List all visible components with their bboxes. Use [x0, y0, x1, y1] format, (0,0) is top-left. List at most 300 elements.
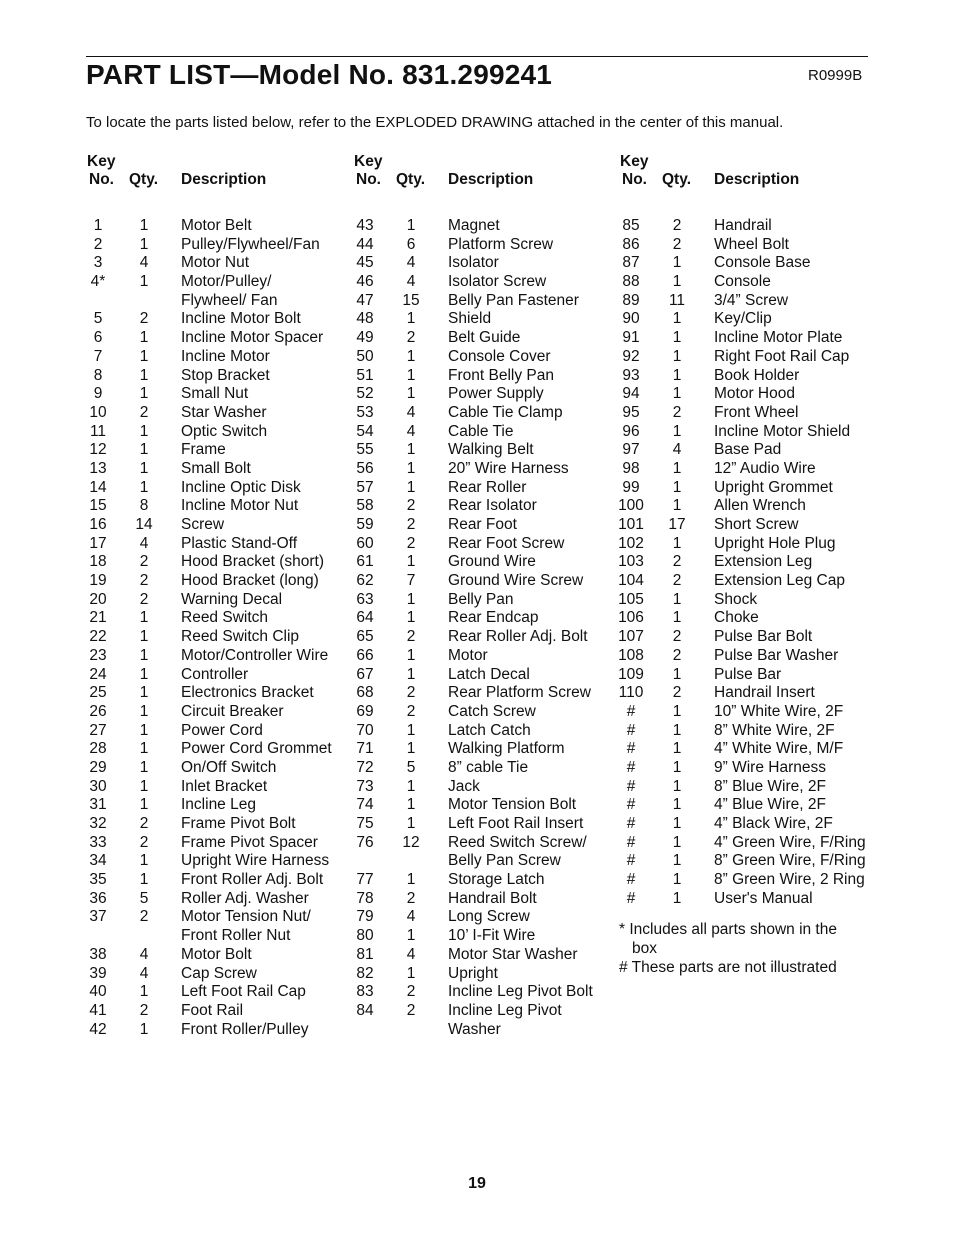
part-key-no: 107: [618, 628, 644, 646]
part-description: Handrail Bolt: [448, 889, 537, 907]
part-description: Motor Bolt: [181, 945, 252, 963]
part-description: 8” White Wire, 2F: [714, 721, 835, 739]
part-description: Catch Screw: [448, 702, 536, 720]
part-qty: 1: [672, 385, 682, 403]
part-key-no: 67: [356, 665, 374, 683]
page-title: PART LIST—Model No. 831.299241: [86, 59, 553, 90]
part-key-no: 37: [89, 908, 107, 926]
part-qty: 1: [139, 758, 149, 776]
part-key-no: 61: [356, 553, 374, 571]
part-key-no: 54: [356, 422, 374, 440]
part-key-no: 6: [93, 329, 103, 347]
part-key-no: 99: [622, 478, 640, 496]
part-key-no: 8: [93, 366, 103, 384]
part-description: Short Screw: [714, 516, 799, 533]
part-description: Incline Motor Nut: [181, 497, 299, 515]
part-description: Upright: [448, 964, 498, 982]
part-qty: 2: [406, 1001, 416, 1019]
part-key-no: 100: [618, 497, 644, 515]
part-qty: 2: [406, 684, 416, 702]
part-qty: 2: [406, 702, 416, 720]
part-description: 10” White Wire, 2F: [714, 702, 844, 720]
part-key-no: 15: [89, 497, 107, 515]
header-key-line1: Key: [354, 153, 383, 170]
part-description: Shock: [714, 590, 758, 608]
part-description: Incline Leg: [181, 796, 256, 814]
part-qty: 1: [139, 628, 149, 646]
part-qty: 1: [139, 422, 149, 440]
part-qty: 14: [135, 516, 153, 533]
part-qty: 4: [406, 273, 416, 291]
part-description: 3/4” Screw: [714, 291, 789, 309]
part-key-no: 32: [89, 815, 107, 832]
intro-text: To locate the parts listed below, refer to the EXPLODED DRAWING attached in the center of this manual.: [86, 114, 784, 131]
part-key-no: 42: [89, 1020, 107, 1038]
part-key-no: 62: [356, 572, 374, 590]
part-qty: 1: [672, 422, 682, 440]
part-description: Isolator Screw: [448, 273, 547, 291]
part-description: Motor Belt: [181, 217, 252, 234]
part-description: Ground Wire: [448, 553, 536, 571]
part-description: Key/Clip: [714, 310, 772, 328]
part-description: Incline Motor Plate: [714, 329, 843, 347]
part-key-no: 90: [622, 310, 640, 328]
part-key-no: 4*: [90, 273, 106, 291]
part-key-no: 5: [93, 310, 103, 328]
part-description: Circuit Breaker: [181, 702, 284, 720]
part-description: Warning Decal: [181, 590, 283, 608]
part-key-no: 50: [356, 347, 374, 365]
part-qty: 2: [406, 329, 416, 347]
part-qty: 1: [139, 702, 149, 720]
part-description: Left Foot Rail Insert: [448, 815, 584, 832]
part-qty: 2: [672, 684, 682, 702]
part-description: Incline Motor Bolt: [181, 310, 301, 328]
part-key-no: 94: [622, 385, 640, 403]
part-key-no: 56: [356, 459, 374, 477]
part-key-no: 80: [356, 927, 374, 945]
part-key-no: 51: [356, 366, 374, 384]
part-key-no: 25: [89, 684, 107, 702]
part-qty: 2: [406, 534, 416, 552]
part-qty: 1: [672, 815, 682, 832]
part-key-no: #: [626, 852, 636, 870]
part-key-no: 22: [89, 628, 107, 646]
part-qty: 4: [139, 534, 149, 552]
part-description: Flywheel/ Fan: [181, 291, 278, 309]
part-description: Hood Bracket (long): [181, 572, 319, 590]
part-key-no: 36: [89, 889, 107, 907]
part-qty: 1: [406, 927, 416, 945]
part-key-no: 83: [356, 983, 374, 1001]
part-description: Belly Pan Fastener: [448, 291, 579, 309]
part-qty: 1: [406, 871, 416, 889]
part-description: 20” Wire Harness: [448, 459, 569, 477]
header-key-line1: Key: [620, 153, 649, 170]
part-description: Screw: [181, 516, 225, 533]
part-key-no: 91: [622, 329, 640, 347]
part-description: Motor Tension Bolt: [448, 796, 577, 814]
part-description: Extension Leg Cap: [714, 572, 845, 590]
part-qty: 1: [139, 721, 149, 739]
part-description: Cap Screw: [181, 964, 257, 982]
part-qty: 15: [402, 291, 420, 309]
part-key-no: 43: [356, 217, 374, 234]
part-qty: 1: [406, 590, 416, 608]
header-qty: Qty.: [129, 171, 158, 188]
hash-note: # These parts are not illustrated: [619, 959, 837, 976]
part-key-no: 93: [622, 366, 640, 384]
part-description: Base Pad: [714, 441, 782, 459]
part-description: Incline Motor Spacer: [181, 329, 324, 347]
part-qty: 1: [406, 740, 416, 758]
part-key-no: 1: [93, 217, 103, 234]
part-qty: 2: [406, 628, 416, 646]
part-description: Reed Switch: [181, 609, 269, 627]
part-description: Rear Platform Screw: [448, 684, 591, 702]
part-description: Handrail Insert: [714, 684, 815, 702]
part-qty: 8: [139, 497, 149, 515]
part-qty: 4: [672, 441, 682, 459]
part-description: Handrail: [714, 217, 772, 234]
part-qty: 1: [672, 366, 682, 384]
part-description: 12” Audio Wire: [714, 459, 816, 477]
part-key-no: 41: [89, 1001, 107, 1019]
part-description: On/Off Switch: [181, 758, 277, 776]
part-description: Front Roller Nut: [181, 927, 291, 945]
part-qty: 2: [139, 1001, 149, 1019]
part-qty: 1: [672, 590, 682, 608]
part-key-no: 55: [356, 441, 374, 459]
part-qty: 7: [406, 572, 416, 590]
part-description: Motor Star Washer: [448, 945, 578, 963]
part-description: Front Wheel: [714, 403, 799, 421]
part-key-no: 102: [618, 534, 644, 552]
part-key-no: 85: [622, 217, 640, 234]
part-description: Power Cord: [181, 721, 263, 739]
part-qty: 1: [139, 609, 149, 627]
part-key-no: 71: [356, 740, 374, 758]
part-key-no: #: [626, 702, 636, 720]
part-description: Frame Pivot Bolt: [181, 815, 296, 832]
part-description: Front Roller Adj. Bolt: [181, 871, 324, 889]
part-description: Incline Motor Shield: [714, 422, 851, 440]
part-key-no: 39: [89, 964, 107, 982]
part-description: Upright Hole Plug: [714, 534, 836, 552]
part-description: Ground Wire Screw: [448, 572, 584, 590]
part-key-no: 11: [89, 422, 107, 440]
part-description: Belly Pan Screw: [448, 852, 561, 870]
part-description: Isolator: [448, 254, 499, 272]
part-description: Small Nut: [181, 385, 249, 403]
part-key-no: #: [626, 721, 636, 739]
part-key-no: 49: [356, 329, 374, 347]
part-description: Rear Endcap: [448, 609, 539, 627]
part-description: Left Foot Rail Cap: [181, 983, 306, 1001]
part-description: Electronics Bracket: [181, 684, 314, 702]
part-description: Pulley/Flywheel/Fan: [181, 235, 320, 253]
part-qty: 1: [406, 721, 416, 739]
part-description: Extension Leg: [714, 553, 813, 571]
part-key-no: 86: [622, 235, 640, 253]
part-description: Incline Optic Disk: [181, 478, 301, 496]
part-key-no: 88: [622, 273, 640, 291]
part-key-no: 7: [93, 347, 103, 365]
part-description: Star Washer: [181, 403, 267, 421]
part-key-no: 9: [93, 385, 103, 403]
part-qty: 2: [139, 572, 149, 590]
part-key-no: 29: [89, 758, 107, 776]
part-qty: 2: [672, 572, 682, 590]
part-qty: 1: [139, 441, 149, 459]
part-qty: 1: [406, 553, 416, 571]
part-key-no: 95: [622, 403, 640, 421]
part-description: Console: [714, 273, 771, 291]
part-description: Motor: [448, 646, 488, 664]
part-description: Foot Rail: [181, 1001, 244, 1019]
part-qty: 1: [672, 871, 682, 889]
part-description: 8” Blue Wire, 2F: [714, 777, 826, 795]
part-key-no: #: [626, 758, 636, 776]
part-qty: 17: [668, 516, 686, 533]
part-qty: 1: [139, 777, 149, 795]
part-description: Pulse Bar Bolt: [714, 628, 813, 646]
part-qty: 1: [672, 478, 682, 496]
part-qty: 2: [672, 628, 682, 646]
part-description: Frame: [181, 441, 226, 459]
part-qty: 1: [406, 385, 416, 403]
part-qty: 2: [139, 310, 149, 328]
part-description: Pulse Bar: [714, 665, 782, 683]
part-description: Magnet: [448, 217, 500, 234]
part-key-no: 46: [356, 273, 374, 291]
part-qty: 1: [406, 366, 416, 384]
part-description: Console Base: [714, 254, 811, 272]
part-qty: 5: [139, 889, 149, 907]
part-qty: 1: [139, 646, 149, 664]
part-qty: 1: [672, 273, 682, 291]
part-qty: 2: [406, 889, 416, 907]
part-key-no: 78: [356, 889, 374, 907]
part-qty: 1: [672, 347, 682, 365]
part-key-no: 109: [618, 665, 644, 683]
part-key-no: 77: [356, 871, 374, 889]
part-qty: 12: [402, 833, 420, 851]
part-description: Choke: [714, 609, 759, 627]
part-qty: 4: [406, 422, 416, 440]
part-qty: 1: [139, 852, 149, 870]
part-description: Wheel Bolt: [714, 235, 789, 253]
part-qty: 1: [139, 740, 149, 758]
part-key-no: 16: [89, 516, 107, 533]
part-key-no: #: [626, 871, 636, 889]
part-qty: 1: [672, 833, 682, 851]
part-qty: 1: [672, 721, 682, 739]
part-qty: 6: [406, 235, 416, 253]
part-qty: 1: [406, 347, 416, 365]
part-qty: 1: [406, 815, 416, 832]
part-description: Incline Leg Pivot: [448, 1001, 562, 1019]
part-description: Long Screw: [448, 908, 530, 926]
part-key-no: #: [626, 740, 636, 758]
part-description: Power Cord Grommet: [181, 740, 332, 758]
part-qty: 1: [672, 609, 682, 627]
part-qty: 1: [406, 609, 416, 627]
part-qty: 2: [139, 553, 149, 571]
part-qty: 4: [406, 403, 416, 421]
part-qty: 2: [139, 403, 149, 421]
part-qty: 4: [406, 254, 416, 272]
part-description: Shield: [448, 310, 492, 328]
part-key-no: 92: [622, 347, 640, 365]
part-description: User's Manual: [714, 889, 813, 907]
part-key-no: 108: [618, 646, 644, 664]
part-description: Reed Switch Clip: [181, 628, 300, 646]
part-description: Motor/Pulley/: [181, 273, 272, 291]
part-description: Optic Switch: [181, 422, 268, 440]
part-qty: 2: [406, 983, 416, 1001]
part-qty: 1: [672, 702, 682, 720]
part-description: Controller: [181, 665, 249, 683]
part-key-no: 81: [356, 945, 374, 963]
part-key-no: 26: [89, 702, 107, 720]
part-description: Console Cover: [448, 347, 551, 365]
header-qty: Qty.: [662, 171, 691, 188]
part-description: Book Holder: [714, 366, 800, 384]
part-key-no: 38: [89, 945, 107, 963]
asterisk-note: [619, 921, 837, 958]
part-key-no: 74: [356, 796, 374, 814]
part-qty: 1: [672, 796, 682, 814]
part-key-no: 23: [89, 646, 107, 664]
part-key-no: 70: [356, 721, 374, 739]
part-key-no: 84: [356, 1001, 374, 1019]
part-qty: 2: [672, 553, 682, 571]
part-description: Rear Isolator: [448, 497, 537, 515]
part-qty: 4: [139, 964, 149, 982]
part-key-no: 98: [622, 459, 640, 477]
part-qty: 2: [406, 497, 416, 515]
part-description: Latch Catch: [448, 721, 531, 739]
part-qty: 2: [406, 516, 416, 533]
part-qty: 1: [672, 777, 682, 795]
part-key-no: 106: [618, 609, 644, 627]
part-key-no: 105: [618, 590, 644, 608]
part-key-no: #: [626, 777, 636, 795]
part-key-no: 96: [622, 422, 640, 440]
part-description: Walking Platform: [448, 740, 565, 758]
part-description: Power Supply: [448, 385, 544, 403]
part-qty: 1: [139, 329, 149, 347]
part-description: Upright Grommet: [714, 478, 833, 496]
part-key-no: 44: [356, 235, 374, 253]
part-description: Rear Roller: [448, 478, 527, 496]
part-description: Small Bolt: [181, 459, 251, 477]
part-key-no: 47: [356, 291, 374, 309]
part-key-no: 13: [89, 459, 107, 477]
part-key-no: #: [626, 815, 636, 832]
part-description: 9” Wire Harness: [714, 758, 826, 776]
part-key-no: 21: [89, 609, 107, 627]
part-qty: 1: [139, 273, 149, 291]
part-key-no: 65: [356, 628, 374, 646]
part-qty: 1: [672, 459, 682, 477]
part-qty: 2: [672, 403, 682, 421]
part-qty: 1: [406, 310, 416, 328]
part-description: 4” Green Wire, F/Ring: [714, 833, 866, 851]
part-qty: 1: [672, 758, 682, 776]
part-qty: 1: [672, 740, 682, 758]
part-key-no: 69: [356, 702, 374, 720]
part-description: Front Belly Pan: [448, 366, 554, 384]
part-description: Motor Hood: [714, 385, 795, 403]
part-key-no: 73: [356, 777, 374, 795]
part-qty: 2: [672, 235, 682, 253]
part-description: 4” White Wire, M/F: [714, 740, 844, 758]
part-qty: 1: [139, 871, 149, 889]
part-description: Cable Tie: [448, 422, 514, 440]
part-qty: 1: [672, 497, 682, 515]
part-key-no: 60: [356, 534, 374, 552]
part-qty: 1: [139, 366, 149, 384]
header-description: Description: [714, 171, 800, 188]
part-key-no: 2: [93, 235, 103, 253]
part-description: Inlet Bracket: [181, 777, 268, 795]
part-qty: 1: [406, 964, 416, 982]
part-description: Rear Foot: [448, 516, 517, 533]
part-key-no: 18: [89, 553, 107, 571]
part-qty: 5: [406, 758, 416, 776]
part-qty: 4: [406, 945, 416, 963]
part-qty: 2: [139, 815, 149, 832]
part-key-no: 28: [89, 740, 107, 758]
part-qty: 1: [672, 310, 682, 328]
part-description: Washer: [448, 1020, 501, 1038]
part-description: Jack: [448, 777, 480, 795]
part-description: Incline Leg Pivot Bolt: [448, 983, 593, 1001]
part-key-no: 72: [356, 758, 374, 776]
part-key-no: #: [626, 833, 636, 851]
part-key-no: 27: [89, 721, 107, 739]
part-key-no: 58: [356, 497, 374, 515]
part-description: 8” cable Tie: [448, 758, 529, 776]
part-description: Motor/Controller Wire: [181, 646, 329, 664]
part-key-no: 64: [356, 609, 374, 627]
part-qty: 2: [139, 908, 149, 926]
part-description: Reed Switch Screw/: [448, 833, 587, 851]
part-key-no: 75: [356, 815, 374, 832]
header-key-line2: No.: [89, 171, 114, 188]
part-description: Upright Wire Harness: [181, 852, 330, 870]
part-description: Motor Nut: [181, 254, 250, 272]
part-key-no: 31: [89, 796, 107, 814]
page-number: 19: [468, 1175, 486, 1192]
part-description: Motor Tension Nut/: [181, 908, 311, 926]
part-qty: 2: [139, 590, 149, 608]
part-key-no: 68: [356, 684, 374, 702]
part-description: Allen Wrench: [714, 497, 806, 515]
part-key-no: 63: [356, 590, 374, 608]
part-qty: 1: [672, 254, 682, 272]
part-key-no: 35: [89, 871, 107, 889]
document-code: R0999B: [808, 67, 863, 84]
part-description: Frame Pivot Spacer: [181, 833, 318, 851]
part-qty: 1: [672, 329, 682, 347]
part-qty: 1: [139, 385, 149, 403]
part-qty: 1: [139, 235, 149, 253]
part-key-no: 19: [89, 572, 107, 590]
part-qty: 1: [139, 347, 149, 365]
